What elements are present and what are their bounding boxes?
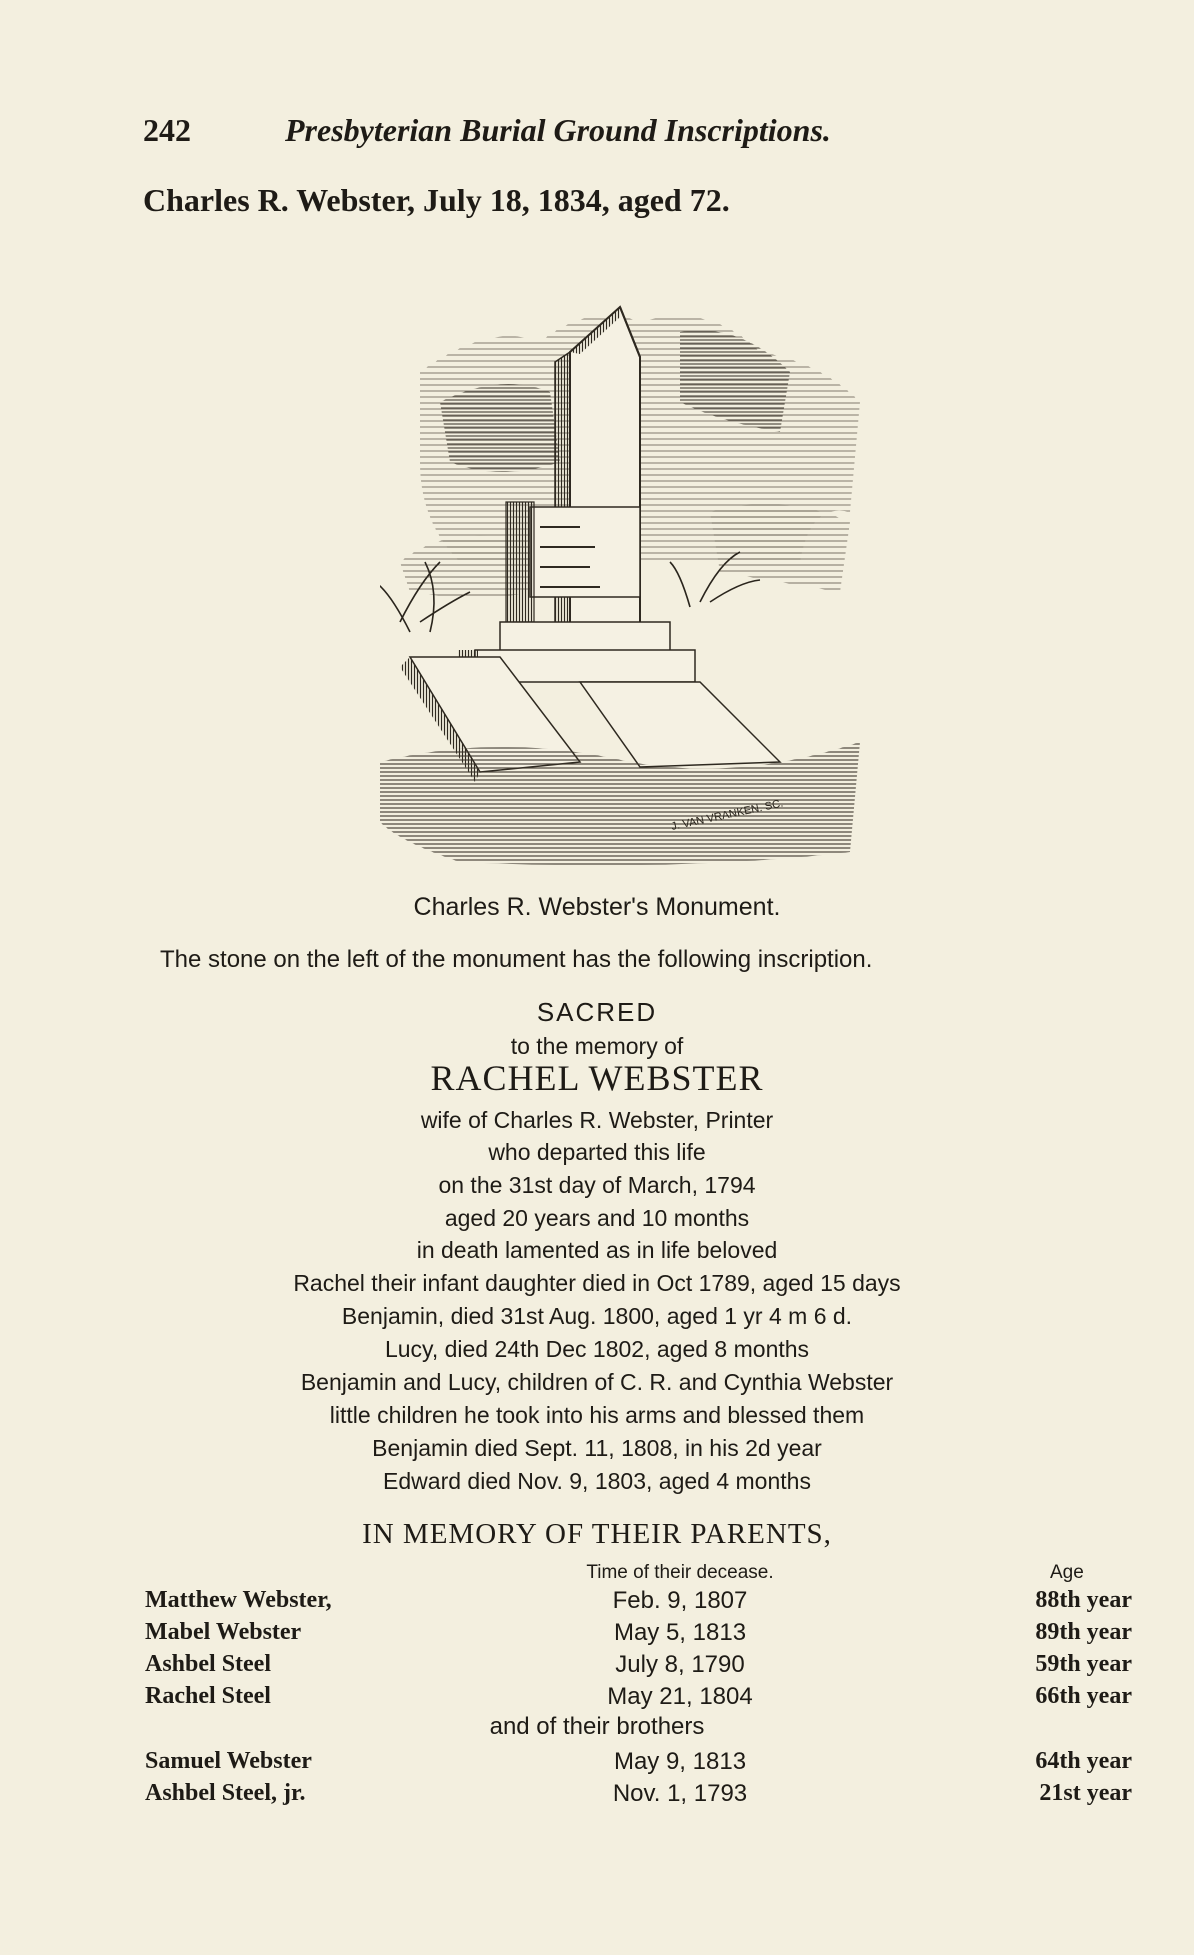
person-name: Ashbel Steel (145, 1651, 271, 1677)
table-row (0, 1683, 1194, 1715)
illustration-caption: Charles R. Webster's Monument. (413, 893, 781, 921)
running-header (143, 112, 1003, 158)
page-number: 242 (143, 112, 191, 148)
inscription-line: Lucy, died 24th Dec 1802, aged 8 months (384, 1336, 810, 1362)
inscription-line: to the memory of (510, 1033, 684, 1059)
table-row (0, 1651, 1194, 1683)
age-value: 21st year (1039, 1780, 1132, 1806)
person-name: Matthew Webster, (145, 1587, 332, 1613)
inscription-name: RACHEL WEBSTER (430, 1058, 764, 1098)
person-name: Ashbel Steel, jr. (145, 1780, 306, 1806)
column-time-header: Time of their decease. (586, 1562, 774, 1583)
inscription-line: Edward died Nov. 9, 1803, aged 4 months (383, 1468, 811, 1494)
decease-date: May 9, 1813 (613, 1748, 747, 1775)
inscription-line: SACRED (536, 997, 658, 1027)
person-name: Samuel Webster (145, 1748, 312, 1774)
decease-date: July 8, 1790 (615, 1651, 745, 1678)
age-value: 88th year (1035, 1587, 1132, 1613)
decease-date: May 21, 1804 (607, 1683, 753, 1710)
table-row (0, 1587, 1194, 1619)
memorial-heading: IN MEMORY OF THEIR PARENTS, (362, 1518, 832, 1550)
decease-date: May 5, 1813 (613, 1619, 747, 1646)
table-row (0, 1780, 1194, 1812)
decease-date: Nov. 1, 1793 (612, 1780, 748, 1807)
brothers-heading: and of their brothers (489, 1713, 705, 1740)
intro-text: The stone on the left of the monument has the following inscription. (160, 946, 873, 973)
inscription-line: who departed this life (488, 1139, 706, 1165)
table-row (0, 1748, 1194, 1780)
running-title: Presbyterian Burial Ground Inscriptions. (285, 112, 831, 148)
inscription-line: wife of Charles R. Webster, Printer (420, 1107, 774, 1133)
column-age-header: Age (1050, 1562, 1084, 1583)
inscription-line: Rachel their infant daughter died in Oct 1789, aged 15 days (293, 1270, 901, 1296)
inscription-line: Benjamin, died 31st Aug. 1800, aged 1 yr 4 m 6 d. (341, 1303, 853, 1329)
inscription-line: little children he took into his arms and blessed them (329, 1402, 865, 1428)
person-name: Rachel Steel (145, 1683, 271, 1709)
age-value: 66th year (1035, 1683, 1132, 1709)
age-value: 89th year (1035, 1619, 1132, 1645)
age-value: 59th year (1035, 1651, 1132, 1677)
inscription-line: Benjamin died Sept. 11, 1808, in his 2d year (372, 1435, 822, 1461)
inscription-line: Benjamin and Lucy, children of C. R. and Cynthia Webster (300, 1369, 894, 1395)
monument-engraving (380, 262, 880, 872)
burial-entry: Charles R. Webster, July 18, 1834, aged 72. (143, 182, 730, 218)
inscription-line: aged 20 years and 10 months (444, 1205, 750, 1231)
person-name: Mabel Webster (145, 1619, 302, 1645)
inscription-line: in death lamented as in life beloved (416, 1237, 778, 1263)
table-row (0, 1619, 1194, 1651)
inscription-line: on the 31st day of March, 1794 (438, 1172, 756, 1198)
engraver-signature: J. VAN VRANKEN. SC. (670, 797, 785, 833)
decease-date: Feb. 9, 1807 (612, 1587, 748, 1614)
age-value: 64th year (1035, 1748, 1132, 1774)
